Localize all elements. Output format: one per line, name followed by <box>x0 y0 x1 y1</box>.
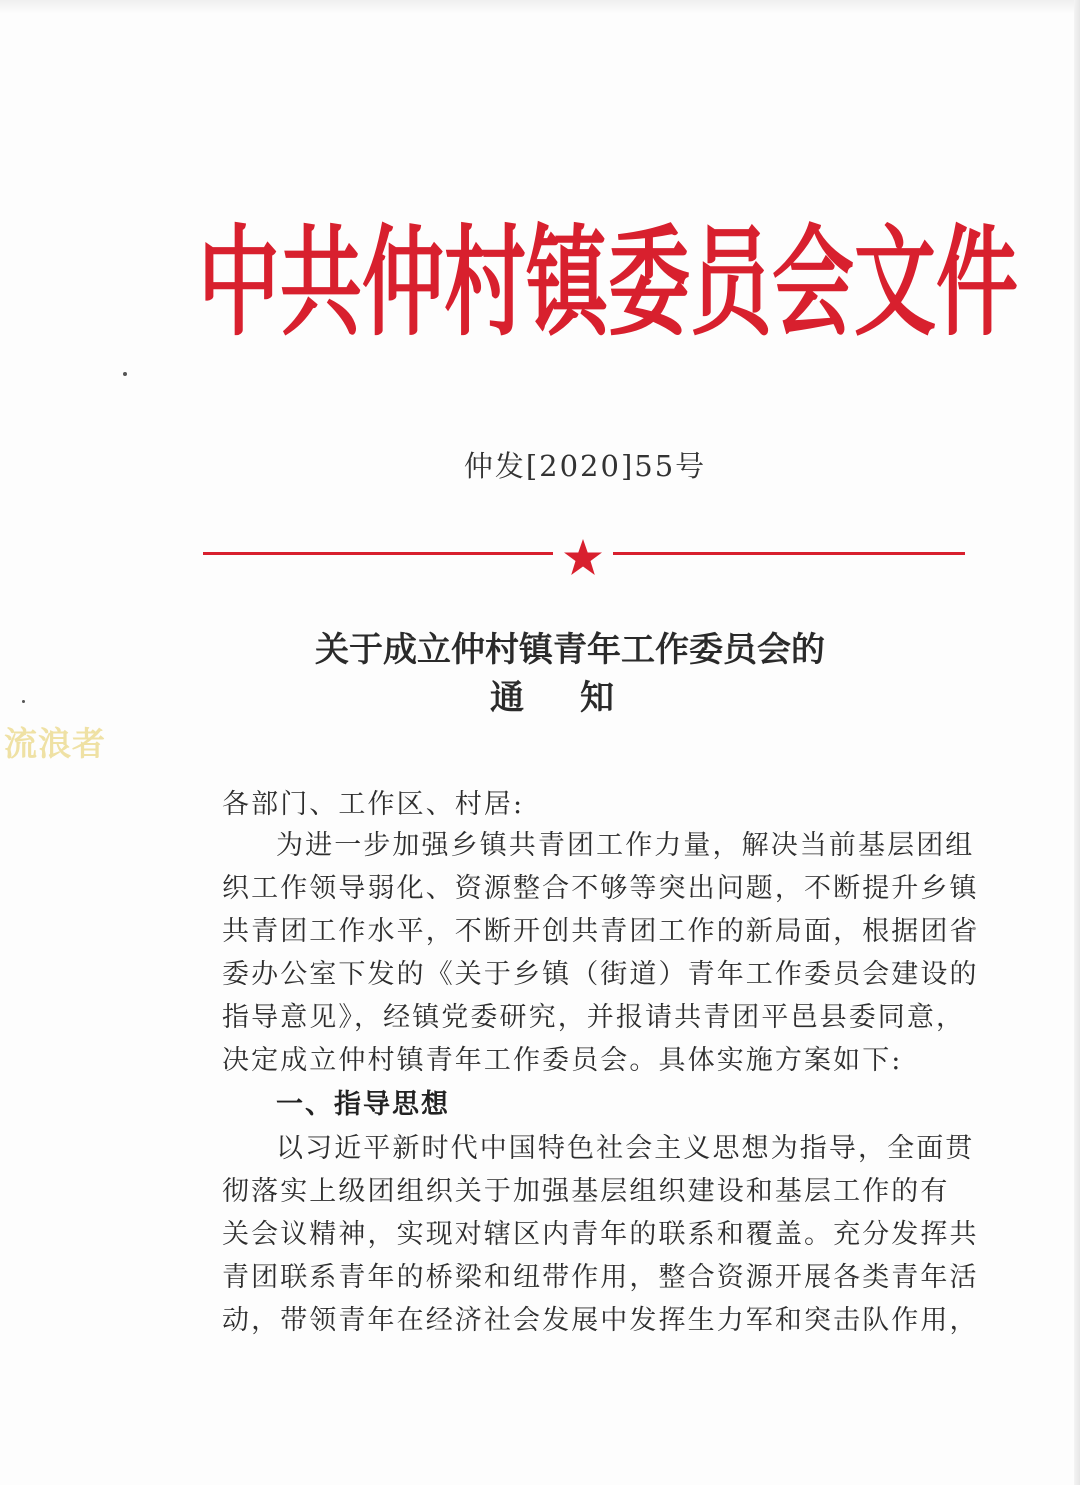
red-divider-left <box>203 552 553 555</box>
section-heading: 一、指导思想 <box>276 1089 450 1120</box>
paragraph-line: 织工作领导弱化、资源整合不够等突出问题，不断提升乡镇 <box>222 873 979 904</box>
paragraph-line: 为进一步加强乡镇共青团工作力量，解决当前基层团组 <box>276 830 975 861</box>
document-title-notice: 通知 <box>490 678 670 718</box>
document-masthead: 中共仲村镇委员会文件 <box>198 214 1019 353</box>
paragraph-line: 青团联系青年的桥梁和纽带作用，整合资源开展各类青年活 <box>222 1262 979 1293</box>
document-number: 仲发[2020]55号 <box>463 449 707 483</box>
red-divider-right <box>613 552 965 555</box>
document-title: 关于成立仲村镇青年工作委员会的 <box>315 630 825 670</box>
paragraph-line: 共青团工作水平，不断开创共青团工作的新局面，根据团省 <box>222 916 979 947</box>
salutation: 各部门、工作区、村居: <box>222 789 525 820</box>
paragraph-line: 委办公室下发的《关于乡镇（街道）青年工作委员会建设的 <box>222 959 979 990</box>
watermark: 流浪者 <box>4 724 106 763</box>
paragraph-line: 关会议精神，实现对辖区内青年的联系和覆盖。充分发挥共 <box>222 1219 979 1250</box>
paragraph-line: 指导意见》，经镇党委研究，并报请共青团平邑县委同意， <box>222 1002 966 1033</box>
paragraph-line: 决定成立仲村镇青年工作委员会。具体实施方案如下: <box>222 1045 903 1076</box>
paragraph-line: 以习近平新时代中国特色社会主义思想为指导，全面贯 <box>276 1133 975 1164</box>
red-star-icon <box>563 537 603 577</box>
scan-top-shadow <box>0 0 1080 14</box>
paragraph-line: 彻落实上级团组织关于加强基层组织建设和基层工作的有 <box>222 1176 950 1207</box>
paragraph-line: 动，带领青年在经济社会发展中发挥生力军和突击队作用， <box>222 1305 979 1336</box>
scan-speck <box>123 372 127 376</box>
scan-right-edge <box>1074 0 1080 1485</box>
